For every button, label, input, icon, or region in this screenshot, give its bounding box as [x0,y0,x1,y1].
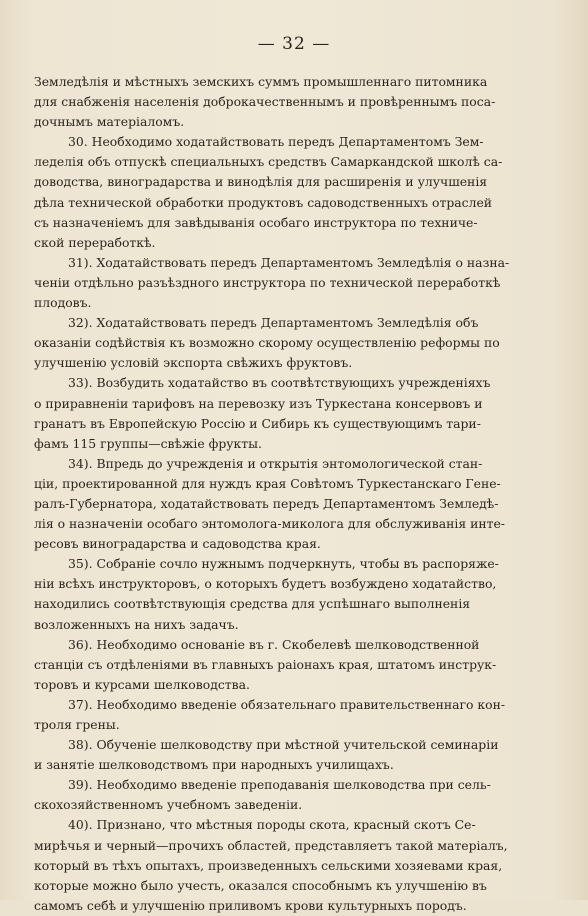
paragraph [34,635,554,695]
text-line: 40). Признано, что мѣстныя породы скота, красный скотъ Се- [68,817,476,833]
text-line: ралъ-Губернатора, ходатайствовать передъ Департаментомъ Земледѣ- [34,495,499,511]
text-line: ской переработкѣ. [34,234,156,250]
paragraph [34,454,554,554]
text-line: самомъ себѣ и улучшенію приливомъ крови культурныхъ породъ. [34,897,467,913]
paragraph [34,373,554,453]
text-line: 37). Необходимо введеніе обязательнаго правительственнаго кон- [68,696,506,712]
text-line: гранатъ въ Европейскую Россію и Сибирь къ существующимъ тари- [34,415,481,431]
paragraph [34,313,554,373]
text-line: съ назначеніемъ для завѣдыванія особаго инструктора по техниче- [34,214,478,230]
text-line: находились соотвѣтствующія средства для успѣшнаго выполненія [34,596,471,612]
paragraph [34,132,554,253]
text-line: фамъ 115 группы—свѣжіе фрукты. [34,435,262,451]
paragraph [34,735,554,775]
text-line: ціи, проектированной для нуждъ края Совѣтомъ Туркестанскаго Гене- [34,475,501,491]
text-line: доводства, виноградарства и винодѣлія для расширенія и улучшенія [34,174,488,190]
text-line: 30. Необходимо ходатайствовать передъ Департаментомъ Зем- [68,134,484,150]
text-line: 35). Собраніе сочло нужнымъ подчеркнуть, чтобы въ распоряже- [68,556,499,572]
text-line: мирѣчья и черный—прочихъ областей, представляетъ такой матеріалъ, [34,837,508,853]
text-line: дочнымъ матеріаломъ. [34,114,185,130]
text-line: скохозяйственномъ учебномъ заведеніи. [34,797,303,813]
text-line: ніи всѣхъ инструкторовъ, о которыхъ будетъ возбуждено ходатайство, [34,576,497,592]
text-line: лія о назначеніи особаго энтомолога-миколога для обслуживанія инте- [34,516,505,532]
text-line: 38). Обученіе шелководству при мѣстной учительской семинаріи [68,737,499,753]
text-line: станціи съ отдѣленіями въ главныхъ раіонахъ края, штатомъ инструк- [34,656,497,672]
paragraph [34,695,554,735]
paragraph [34,253,554,313]
text-line: для снабженія населенія доброкачественнымъ и провѣреннымъ поса- [34,94,496,110]
text-line: 39). Необходимо введеніе преподаванія шелководства при сель- [68,777,491,793]
text-line: возложенныхъ на нихъ задачъ. [34,616,239,632]
text-line: ченіи отдѣльно разъѣздного инструктора по технической переработкѣ [34,274,501,290]
text-line: торовъ и курсами шелководства. [34,676,250,692]
paragraph [34,72,554,132]
text-line: троля грены. [34,717,120,732]
text-line: 32). Ходатайствовать передъ Департаментомъ Земледѣлія объ [68,315,479,331]
text-line: Земледѣлія и мѣстныхъ земскихъ суммъ промышленнаго питомника [34,74,488,89]
text-line: 33). Возбудить ходатайство въ соотвѣтствующихъ учрежденіяхъ [68,375,491,391]
text-line: который въ тѣхъ опытахъ, произведенныхъ сельскими хозяевами края, [34,857,503,873]
paragraph [34,815,554,915]
text-line: леделія объ отпускѣ специальныхъ средствъ Самаркандской школѣ са- [34,154,503,170]
text-line: о приравненіи тарифовъ на перевозку изъ Туркестана консервовъ и [34,395,483,411]
text-line: оказаніи содѣйствія къ возможно скорому осуществленію реформы по [34,335,500,351]
text-line: плодовъ. [34,295,92,311]
text-line: ресовъ виноградарства и садоводства края. [34,536,321,552]
text-line: 34). Впредь до учрежденія и открытія энтомологической стан- [68,455,483,471]
paragraph [34,554,554,634]
body-text [34,72,554,916]
text-line: и занятіе шелководствомъ при народныхъ училищахъ. [34,757,394,773]
text-line: дѣла технической обработки продуктовъ садоводственныхъ отраслей [34,194,493,210]
text-line: которые можно было учесть, оказался способнымъ къ улучшенію въ [34,877,487,893]
text-line: 31). Ходатайствовать передъ Департаментомъ Земледѣлія о назна- [68,254,510,270]
page-number: — 32 — [257,34,331,54]
text-line: 36). Необходимо основаніе въ г. Скобелевѣ шелководственной [68,636,480,652]
paragraph [34,775,554,815]
text-line: улучшенію условій экспорта свѣжихъ фруктовъ. [34,355,353,371]
